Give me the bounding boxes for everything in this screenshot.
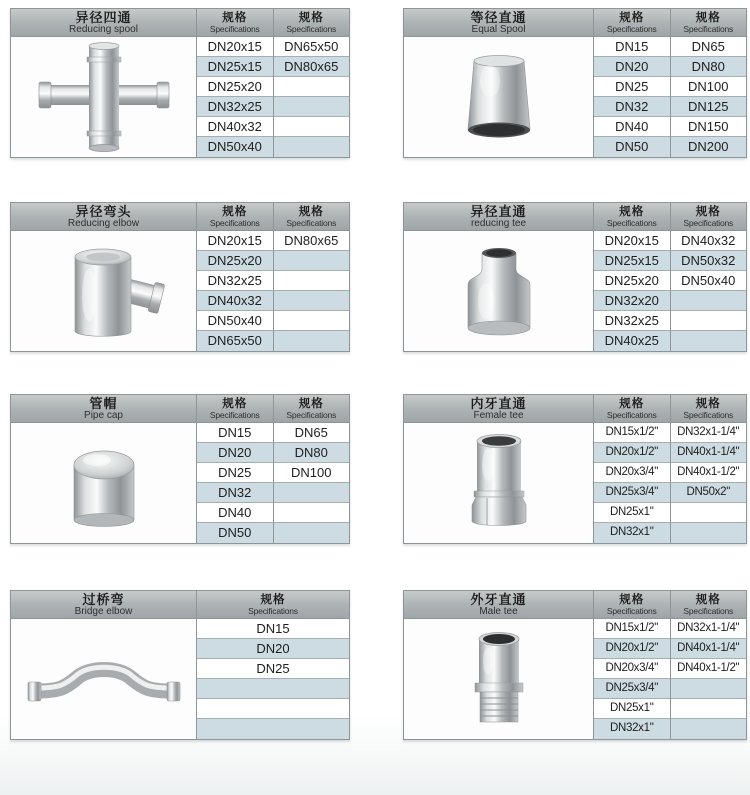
- spec-header-zh: 规格: [260, 593, 286, 606]
- spec-value: DN25x3/4": [594, 679, 670, 699]
- product-image-reducing-tee: [404, 231, 594, 351]
- spec-header-en: Specifications: [606, 217, 657, 228]
- spec-value: DN40x25: [594, 331, 670, 351]
- section-bridge-elbow: [10, 590, 350, 740]
- spec-value: DN40x1-1/2": [671, 463, 747, 483]
- spec-value: [671, 699, 747, 719]
- section-body: [11, 37, 349, 157]
- spec-column-1: [197, 423, 274, 543]
- product-image-reducing-spool: [11, 37, 197, 157]
- spec-value: [274, 137, 350, 157]
- section-title: [404, 591, 594, 618]
- spec-header-en: Specifications: [286, 23, 337, 34]
- spec-value: [671, 291, 747, 311]
- spec-header-zh: 规格: [695, 205, 721, 218]
- spec-value: DN65x50: [197, 331, 273, 351]
- spec-header: [197, 395, 274, 422]
- spec-header-en: Specifications: [248, 605, 298, 616]
- spec-value: DN50x40: [671, 271, 747, 291]
- spec-header: [594, 395, 671, 422]
- spec-value: [671, 311, 747, 331]
- spec-header-zh: 规格: [222, 397, 248, 410]
- spec-header-en: Specifications: [683, 605, 734, 616]
- spec-value: DN50x40: [197, 311, 273, 331]
- spec-column-2: [274, 423, 350, 543]
- spec-value: [274, 291, 350, 311]
- spec-value: [274, 77, 350, 97]
- section-header: [404, 591, 746, 619]
- spec-value: DN50: [594, 137, 670, 157]
- spec-value: DN32: [594, 97, 670, 117]
- spec-value: [274, 271, 350, 291]
- spec-value: DN25x1": [594, 503, 670, 523]
- spec-header-en: Specifications: [606, 23, 657, 34]
- product-image-pipe-cap: [11, 423, 197, 543]
- spec-value: DN50x2": [671, 483, 747, 503]
- spec-header-zh: 规格: [695, 397, 721, 410]
- spec-value: DN15: [594, 37, 670, 57]
- title-zh: 异径弯头: [75, 203, 132, 219]
- spec-value: DN125: [671, 97, 747, 117]
- spec-column-1: [594, 619, 671, 739]
- spec-column-2: [274, 231, 350, 351]
- title-zh: 异径四通: [75, 9, 132, 25]
- spec-column-2: [671, 619, 747, 739]
- spec-value: DN32x25: [197, 271, 273, 291]
- spec-column-2: [274, 37, 350, 157]
- spec-header-en: Specifications: [683, 23, 734, 34]
- spec-column-2: [671, 37, 747, 157]
- spec-value: DN65: [671, 37, 747, 57]
- title-en: Bridge elbow: [74, 605, 133, 617]
- spec-value: DN40x1-1/2": [671, 659, 747, 679]
- section-title: [11, 395, 197, 422]
- spec-value: DN25x20: [197, 251, 273, 271]
- spec-value: DN40: [197, 503, 273, 523]
- spec-value: [197, 699, 349, 719]
- spec-header: [274, 395, 350, 422]
- title-zh: 内牙直通: [470, 395, 527, 411]
- section-title: [11, 591, 197, 618]
- section-title: [404, 203, 594, 230]
- spec-value: DN25x1": [594, 699, 670, 719]
- section-body: [404, 423, 746, 543]
- spec-value: [274, 97, 350, 117]
- spec-header: [274, 203, 350, 230]
- spec-value: DN40x32: [197, 117, 273, 137]
- spec-value: [274, 503, 350, 523]
- spec-value: DN80x65: [274, 231, 350, 251]
- spec-header: [671, 591, 747, 618]
- spec-header-en: Specifications: [286, 409, 337, 420]
- spec-value: DN32x25: [197, 97, 273, 117]
- spec-value: DN20x15: [197, 37, 273, 57]
- title-zh: 过桥弯: [82, 591, 125, 607]
- title-en: Male tee: [479, 605, 518, 617]
- spec-header-zh: 规格: [619, 397, 645, 410]
- spec-value: DN32x25: [594, 311, 670, 331]
- spec-value: DN15: [197, 423, 273, 443]
- section-title: [404, 395, 594, 422]
- spec-value: DN20: [197, 639, 349, 659]
- spec-value: DN200: [671, 137, 747, 157]
- spec-header: [197, 591, 349, 618]
- spec-value: DN32x1": [594, 719, 670, 739]
- spec-header-zh: 规格: [222, 205, 248, 218]
- section-header: [404, 395, 746, 423]
- spec-value: [197, 679, 349, 699]
- spec-value: [274, 483, 350, 503]
- title-en: Equal Spool: [471, 23, 526, 35]
- section-header: [11, 203, 349, 231]
- spec-value: DN32x1": [594, 523, 670, 543]
- title-en: Reducing spool: [69, 23, 138, 35]
- spec-value: DN15x1/2": [594, 423, 670, 443]
- spec-value: DN80: [274, 443, 350, 463]
- section-reducing-elbow: [10, 202, 350, 352]
- section-body: [11, 231, 349, 351]
- spec-column-1: [594, 231, 671, 351]
- spec-header-zh: 规格: [619, 205, 645, 218]
- section-body: [404, 37, 746, 157]
- spec-header: [671, 395, 747, 422]
- spec-value: DN20x3/4": [594, 659, 670, 679]
- section-reducing-tee: [403, 202, 747, 352]
- section-body: [11, 423, 349, 543]
- spec-value: DN25: [197, 659, 349, 679]
- spec-header-en: Specifications: [606, 409, 657, 420]
- spec-column-1: [197, 37, 274, 157]
- section-header: [11, 9, 349, 37]
- title-en: reducing tee: [470, 217, 527, 229]
- spec-value: DN32x1-1/4": [671, 619, 747, 639]
- spec-value: DN32x20: [594, 291, 670, 311]
- spec-header: [671, 203, 747, 230]
- product-image-reducing-elbow: [11, 231, 197, 351]
- spec-value: [671, 331, 747, 351]
- spec-column-2: [671, 423, 747, 543]
- section-body: [404, 619, 746, 739]
- spec-value: DN20x15: [594, 231, 670, 251]
- spec-column-1: [594, 423, 671, 543]
- spec-value: [671, 719, 747, 739]
- spec-value: [197, 719, 349, 739]
- section-title: [11, 203, 197, 230]
- spec-header-zh: 规格: [298, 11, 324, 24]
- spec-value: [671, 679, 747, 699]
- spec-value: DN15x1/2": [594, 619, 670, 639]
- product-image-male-tee: [404, 619, 594, 739]
- section-female-tee: [403, 394, 747, 544]
- title-zh: 异径直通: [470, 203, 527, 219]
- section-title: [11, 9, 197, 36]
- spec-value: DN20x1/2": [594, 639, 670, 659]
- product-image-female-tee: [404, 423, 594, 543]
- section-header: [404, 203, 746, 231]
- spec-value: [671, 523, 747, 543]
- spec-value: DN25: [594, 77, 670, 97]
- spec-value: DN25x15: [594, 251, 670, 271]
- spec-header-zh: 规格: [222, 11, 248, 24]
- spec-header-en: Specifications: [683, 217, 734, 228]
- spec-column-1: [197, 619, 349, 739]
- spec-header: [594, 591, 671, 618]
- spec-value: DN20x1/2": [594, 443, 670, 463]
- spec-header: [274, 9, 350, 36]
- spec-header: [671, 9, 747, 36]
- spec-value: DN65x50: [274, 37, 350, 57]
- spec-value: DN25x15: [197, 57, 273, 77]
- spec-value: DN50x40: [197, 137, 273, 157]
- spec-value: DN20x3/4": [594, 463, 670, 483]
- spec-header-en: Specifications: [286, 217, 337, 228]
- spec-value: DN40x32: [197, 291, 273, 311]
- spec-value: DN32x1-1/4": [671, 423, 747, 443]
- title-en: Female tee: [473, 409, 524, 421]
- spec-value: DN150: [671, 117, 747, 137]
- spec-value: [274, 311, 350, 331]
- spec-value: DN100: [671, 77, 747, 97]
- section-equal-spool: [403, 8, 747, 158]
- spec-header-en: Specifications: [209, 217, 260, 228]
- spec-value: DN20x15: [197, 231, 273, 251]
- spec-column-1: [594, 37, 671, 157]
- spec-value: DN40x32: [671, 231, 747, 251]
- spec-header: [594, 203, 671, 230]
- title-en: Reducing elbow: [67, 217, 140, 229]
- spec-header-zh: 规格: [619, 593, 645, 606]
- spec-column-2: [671, 231, 747, 351]
- spec-value: DN40: [594, 117, 670, 137]
- section-male-tee: [403, 590, 747, 740]
- spec-header: [197, 203, 274, 230]
- spec-value: DN25x20: [594, 271, 670, 291]
- spec-value: [671, 503, 747, 523]
- spec-value: [274, 251, 350, 271]
- spec-header: [594, 9, 671, 36]
- section-title: [404, 9, 594, 36]
- spec-value: DN32: [197, 483, 273, 503]
- section-pipe-cap: [10, 394, 350, 544]
- spec-header-zh: 规格: [298, 397, 324, 410]
- spec-header-en: Specifications: [606, 605, 657, 616]
- product-image-equal-spool: [404, 37, 594, 157]
- spec-header-en: Specifications: [683, 409, 734, 420]
- spec-value: DN80x65: [274, 57, 350, 77]
- spec-header-zh: 规格: [695, 11, 721, 24]
- section-header: [11, 395, 349, 423]
- spec-value: [274, 331, 350, 351]
- spec-value: DN50x32: [671, 251, 747, 271]
- spec-value: DN50: [197, 523, 273, 543]
- spec-header-zh: 规格: [619, 11, 645, 24]
- section-body: [404, 231, 746, 351]
- spec-value: DN25x20: [197, 77, 273, 97]
- section-header: [11, 591, 349, 619]
- spec-header: [197, 9, 274, 36]
- section-reducing-spool: [10, 8, 350, 158]
- title-en: Pipe cap: [84, 409, 123, 421]
- product-image-bridge-elbow: [11, 619, 197, 739]
- spec-value: DN40x1-1/4": [671, 639, 747, 659]
- spec-header-zh: 规格: [695, 593, 721, 606]
- section-header: [404, 9, 746, 37]
- spec-value: DN40x1-1/4": [671, 443, 747, 463]
- spec-value: DN25x3/4": [594, 483, 670, 503]
- spec-header-zh: 规格: [298, 205, 324, 218]
- spec-value: DN20: [197, 443, 273, 463]
- spec-value: DN80: [671, 57, 747, 77]
- title-zh: 管帽: [89, 395, 118, 411]
- spec-header-en: Specifications: [209, 409, 260, 420]
- spec-value: DN25: [197, 463, 273, 483]
- spec-value: [274, 523, 350, 543]
- spec-value: [274, 117, 350, 137]
- spec-value: DN20: [594, 57, 670, 77]
- section-body: [11, 619, 349, 739]
- spec-column-1: [197, 231, 274, 351]
- spec-value: DN100: [274, 463, 350, 483]
- spec-value: DN65: [274, 423, 350, 443]
- spec-value: DN15: [197, 619, 349, 639]
- title-zh: 外牙直通: [470, 591, 527, 607]
- title-zh: 等径直通: [470, 9, 527, 25]
- spec-header-en: Specifications: [209, 23, 260, 34]
